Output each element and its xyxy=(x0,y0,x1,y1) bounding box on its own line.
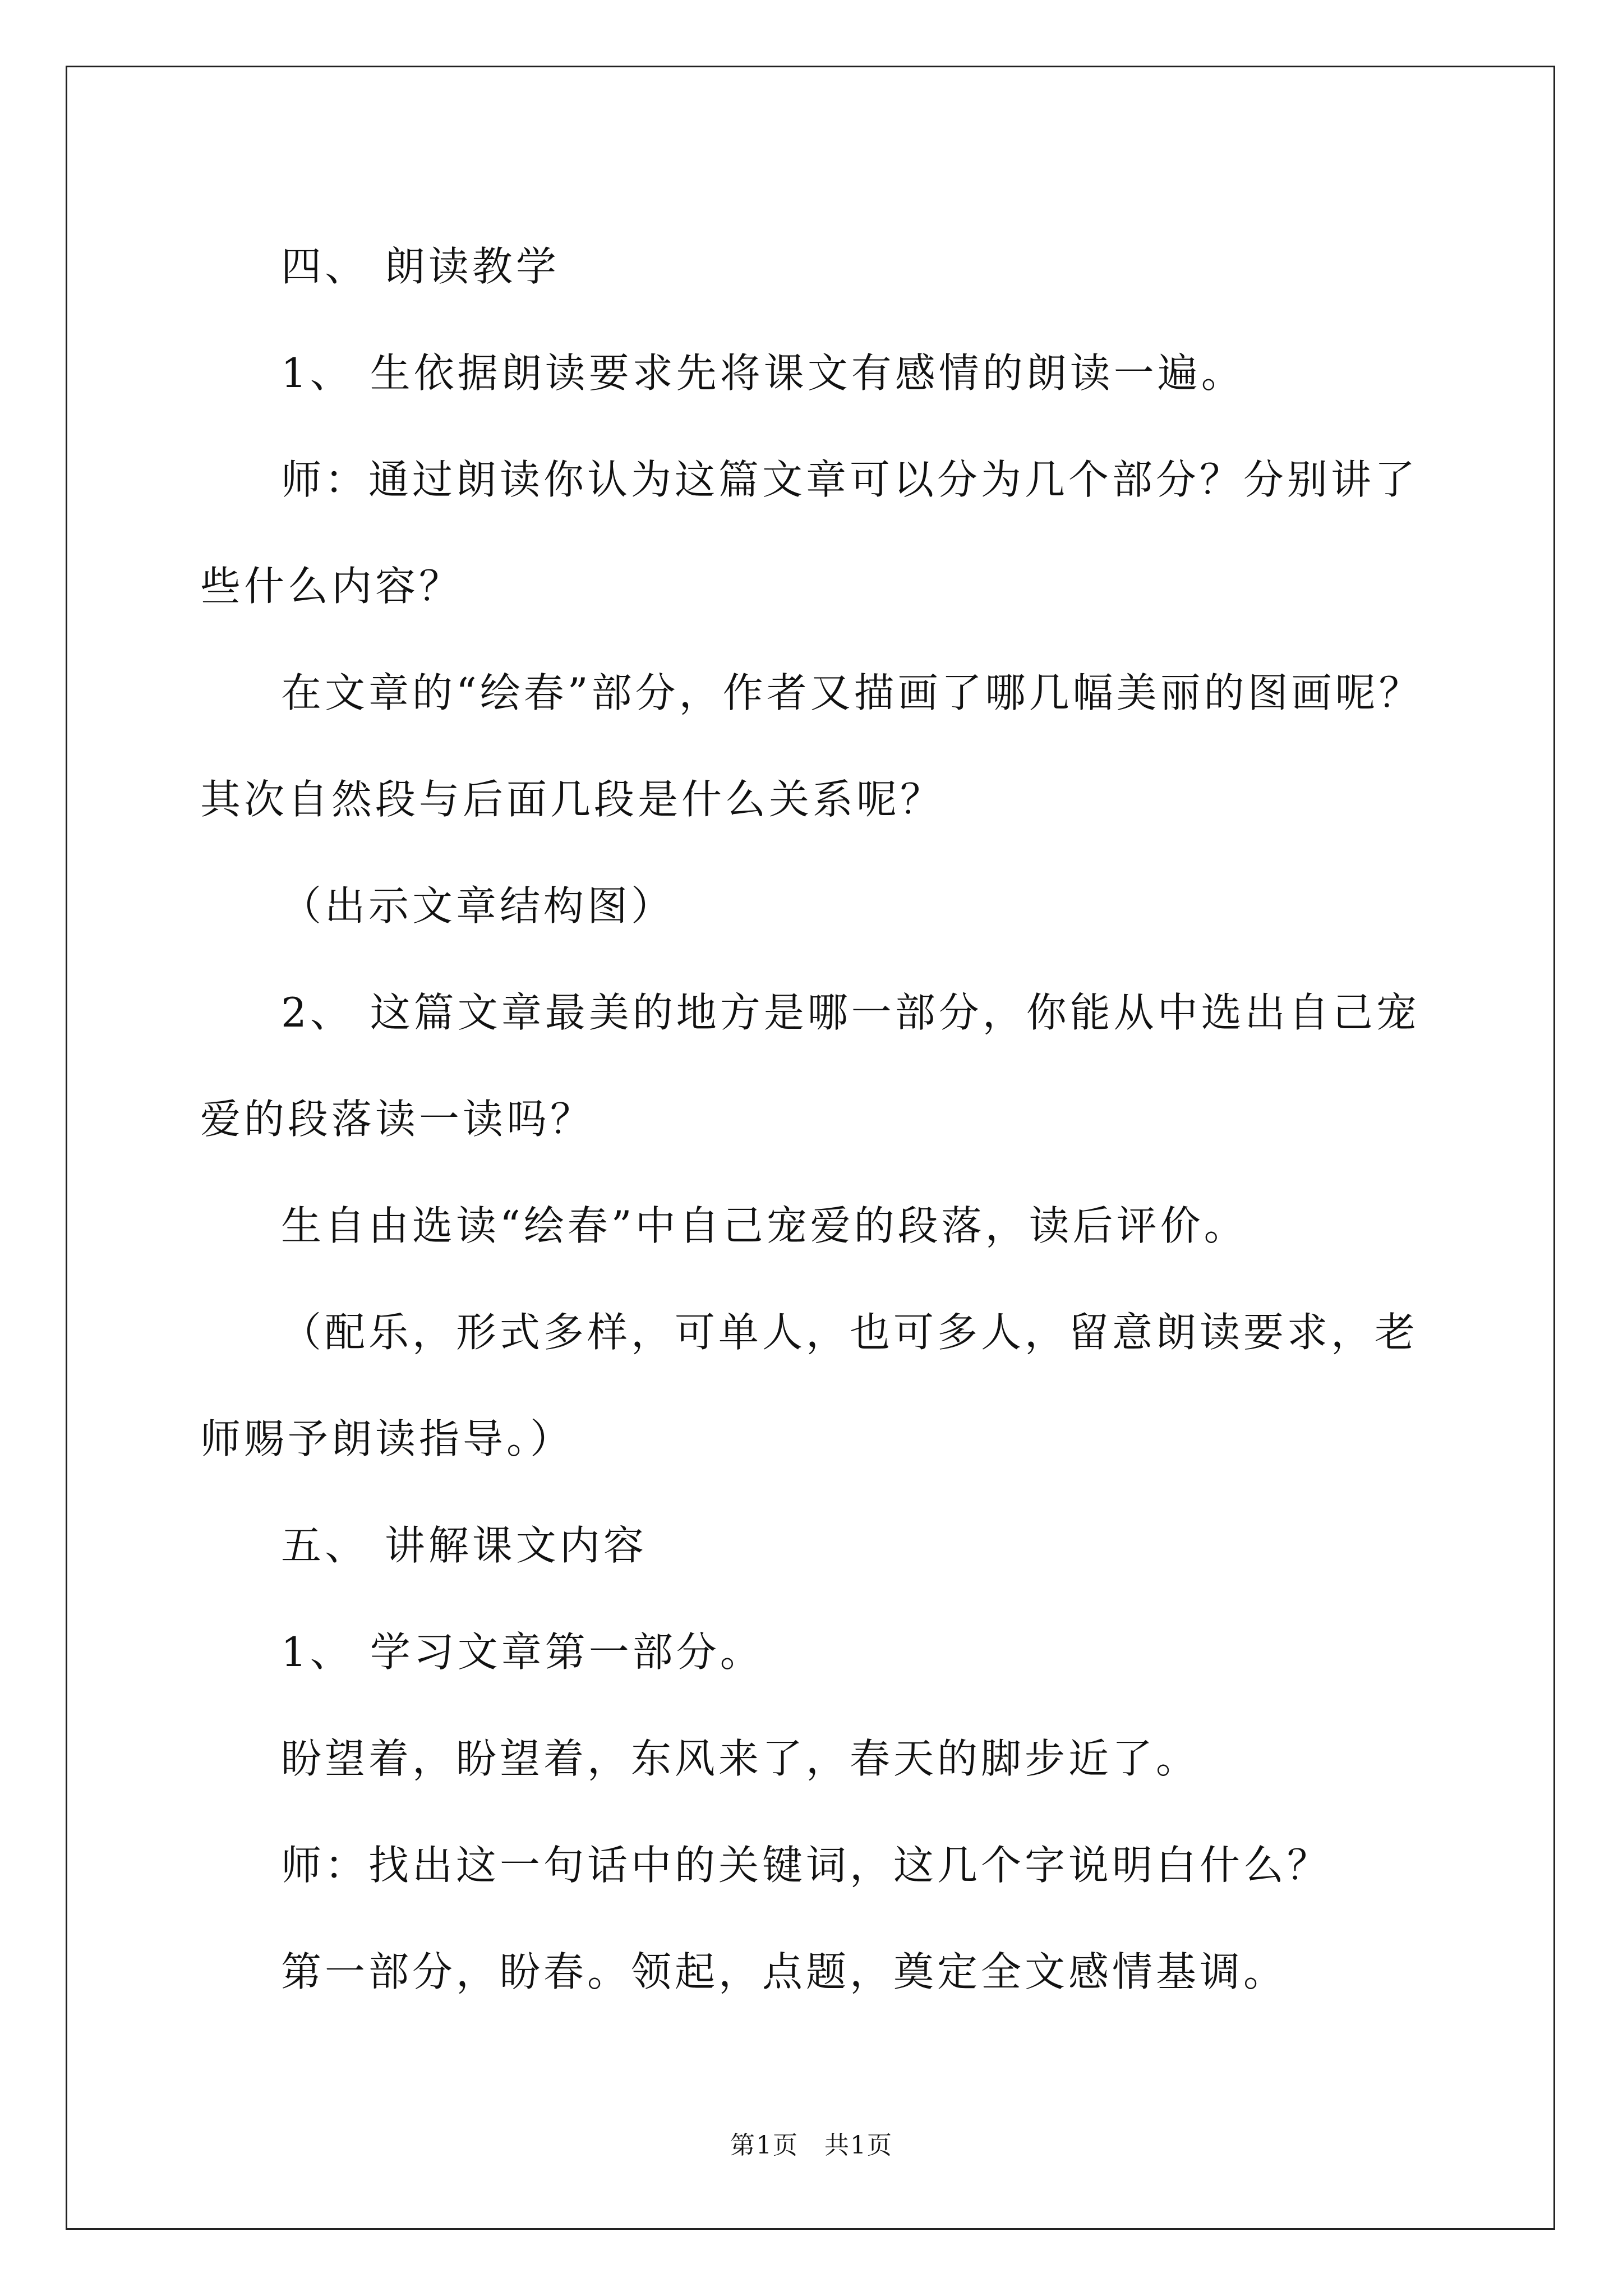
paragraph: 在文章的“绘春”部分，作者又描画了哪几幅美丽的图画呢？其次自然段与后面几段是什么关系呢？ xyxy=(200,669,1423,823)
paragraph: 师：通过朗读你认为这篇文章可以分为几个部分？分别讲了些什么内容？ xyxy=(200,456,1419,610)
paragraph: 1、 学习文章第一部分。 xyxy=(281,1628,764,1676)
paragraph: 盼望着，盼望着，东风来了，春天的脚步近了。 xyxy=(281,1735,1200,1782)
paragraph: 四、 朗读教学 xyxy=(281,243,560,290)
paragraph: （配乐，形式多样，可单人，也可多人，留意朗读要求，老师赐予朗读指导。） xyxy=(200,1309,1419,1462)
paragraph: （出示文章结构图） xyxy=(281,882,675,930)
paragraph: 师：找出这一句话中的关键词，这几个字说明白什么？ xyxy=(281,1842,1331,1889)
paragraph: 五、 讲解课文内容 xyxy=(281,1522,647,1569)
page-footer: 第1页 共1页 xyxy=(730,2131,893,2160)
document-body xyxy=(200,213,1434,2025)
paragraph: 第一部分，盼春。领起，点题，奠定全文感情基调。 xyxy=(281,1948,1288,1995)
paragraph: 1、 生依据朗读要求先将课文有感情的朗读一遍。 xyxy=(281,349,1245,397)
paragraph: 生自由选读“绘春”中自己宠爱的段落，读后评价。 xyxy=(281,1202,1248,1249)
paragraph: 2、 这篇文章最美的地方是哪一部分，你能从中选出自己宠爱的段落读一读吗？ xyxy=(200,989,1420,1143)
